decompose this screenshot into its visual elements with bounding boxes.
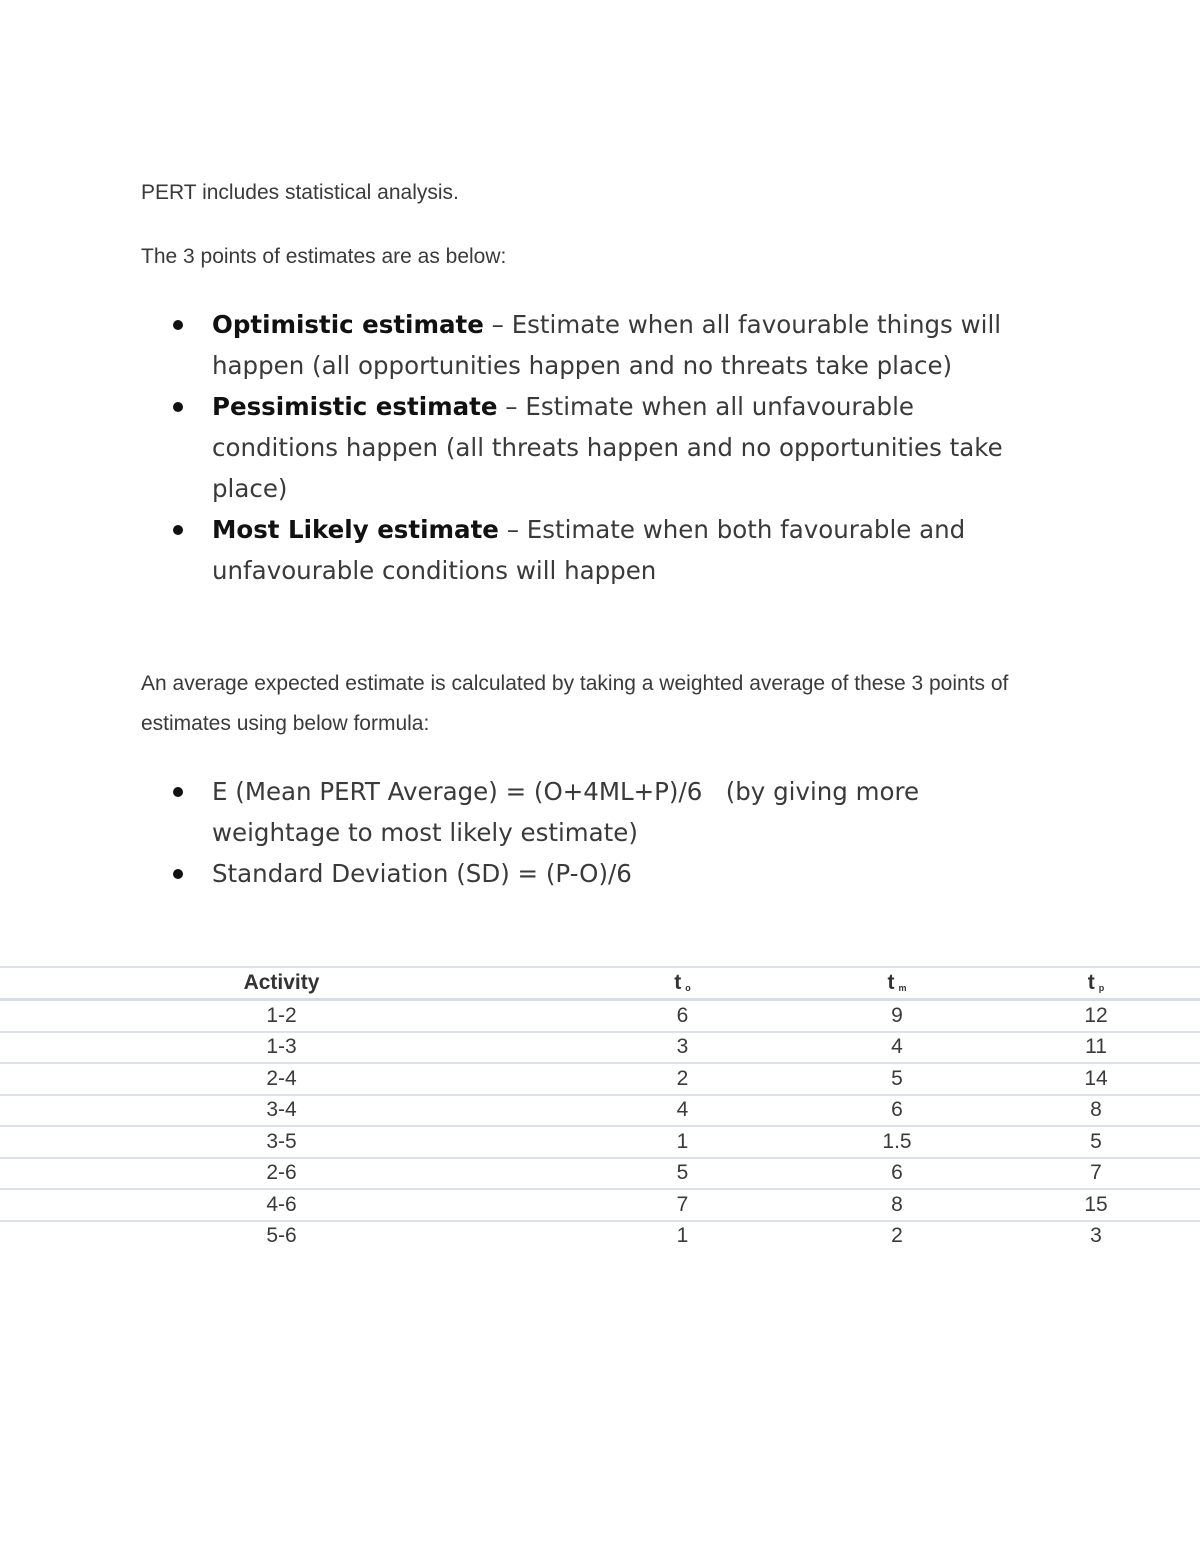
cell-activity: 3-5 <box>0 1126 563 1158</box>
table-row <box>0 1126 1200 1158</box>
cell-to: 2 <box>563 1063 802 1095</box>
intro-line-1: PERT includes statistical analysis. <box>141 181 459 204</box>
cell-tp: 11 <box>992 1032 1200 1064</box>
cell-tp: 3 <box>1090 1224 1102 1248</box>
cell-tp: 14 <box>992 1063 1200 1095</box>
estimate-description: Estimate when all unfavourable conditions happen (all threats happen and no opportunities take place) <box>212 392 1003 503</box>
cell-tm: 6 <box>802 1158 992 1190</box>
table-row <box>0 1000 1200 1032</box>
list-item <box>0 771 1042 853</box>
cell-tm: 9 <box>802 1000 992 1032</box>
list-item <box>0 304 1042 386</box>
list-item <box>0 386 1042 509</box>
header-tm: t $_m$ <box>802 967 992 1000</box>
estimate-term: Optimistic estimate <box>212 310 484 339</box>
estimate-separator: – <box>497 392 526 421</box>
intro-line-2: The 3 points of estimates are as below: <box>141 245 507 268</box>
formula-sd: Standard Deviation (SD) = (P-O)/6 <box>212 859 632 888</box>
cell-tp: 12 <box>992 1000 1200 1032</box>
estimates-list <box>0 304 1200 591</box>
header-activity: Activity <box>0 967 563 1000</box>
formula-list <box>0 771 1200 894</box>
cell-to: 4 <box>563 1095 802 1127</box>
bullet-icon <box>173 320 183 330</box>
cell-tm: 8 <box>802 1189 992 1221</box>
table-row <box>0 1189 1200 1221</box>
estimate-description: Estimate when both favourable and unfavourable conditions will happen <box>212 515 966 585</box>
estimate-separator: – <box>483 310 512 339</box>
cell-tm: 5 <box>802 1063 992 1095</box>
activity-table <box>0 966 1200 1251</box>
list-item <box>0 509 1042 591</box>
table-row <box>0 1221 1200 1252</box>
table-header-row <box>0 967 1200 1000</box>
table-row <box>0 1095 1200 1127</box>
table-row <box>0 1158 1200 1190</box>
cell-tp: 5 <box>992 1126 1200 1158</box>
activity-table-container <box>0 966 1200 1251</box>
cell-tm: 2 <box>891 1224 903 1248</box>
cell-activity: 5-6 <box>266 1224 297 1248</box>
cell-activity: 1-3 <box>0 1032 563 1064</box>
cell-activity: 4-6 <box>0 1189 563 1221</box>
cell-to: 6 <box>563 1000 802 1032</box>
table-row <box>0 1032 1200 1064</box>
estimate-term: Pessimistic estimate <box>212 392 498 421</box>
cell-tp: 7 <box>992 1158 1200 1190</box>
cell-tp: 15 <box>992 1189 1200 1221</box>
bullet-icon <box>173 787 183 797</box>
header-tp: t $_p$ <box>992 967 1200 1000</box>
estimate-separator: – <box>498 515 527 544</box>
header-to: t $_o$ <box>563 967 802 1000</box>
cell-activity: 1-2 <box>0 1000 563 1032</box>
cell-to: 1 <box>563 1126 802 1158</box>
average-paragraph: An average expected estimate is calculated by taking a weighted average of these 3 points of estimates using below formula: <box>141 672 1009 735</box>
bullet-icon <box>173 869 183 879</box>
cell-tp: 8 <box>992 1095 1200 1127</box>
estimate-term: Most Likely estimate <box>212 515 499 544</box>
estimate-description: Estimate when all favourable things will happen (all opportunities happen and no threats take place) <box>212 310 1002 380</box>
list-item <box>0 853 1042 894</box>
cell-to: 1 <box>676 1224 689 1248</box>
cell-activity: 3-4 <box>0 1095 563 1127</box>
bullet-icon <box>173 402 183 412</box>
cell-to: 7 <box>563 1189 802 1221</box>
cell-activity: 2-6 <box>0 1158 563 1190</box>
cell-tm: 6 <box>802 1095 992 1127</box>
cell-tm: 1.5 <box>802 1126 992 1158</box>
cell-tm: 4 <box>802 1032 992 1064</box>
cell-to: 3 <box>563 1032 802 1064</box>
formula-mean: E (Mean PERT Average) = (O+4ML+P)/6 (by giving more weightage to most likely estimate) <box>212 777 927 847</box>
cell-to: 5 <box>563 1158 802 1190</box>
bullet-icon <box>173 525 183 535</box>
cell-activity: 2-4 <box>0 1063 563 1095</box>
table-row <box>0 1063 1200 1095</box>
